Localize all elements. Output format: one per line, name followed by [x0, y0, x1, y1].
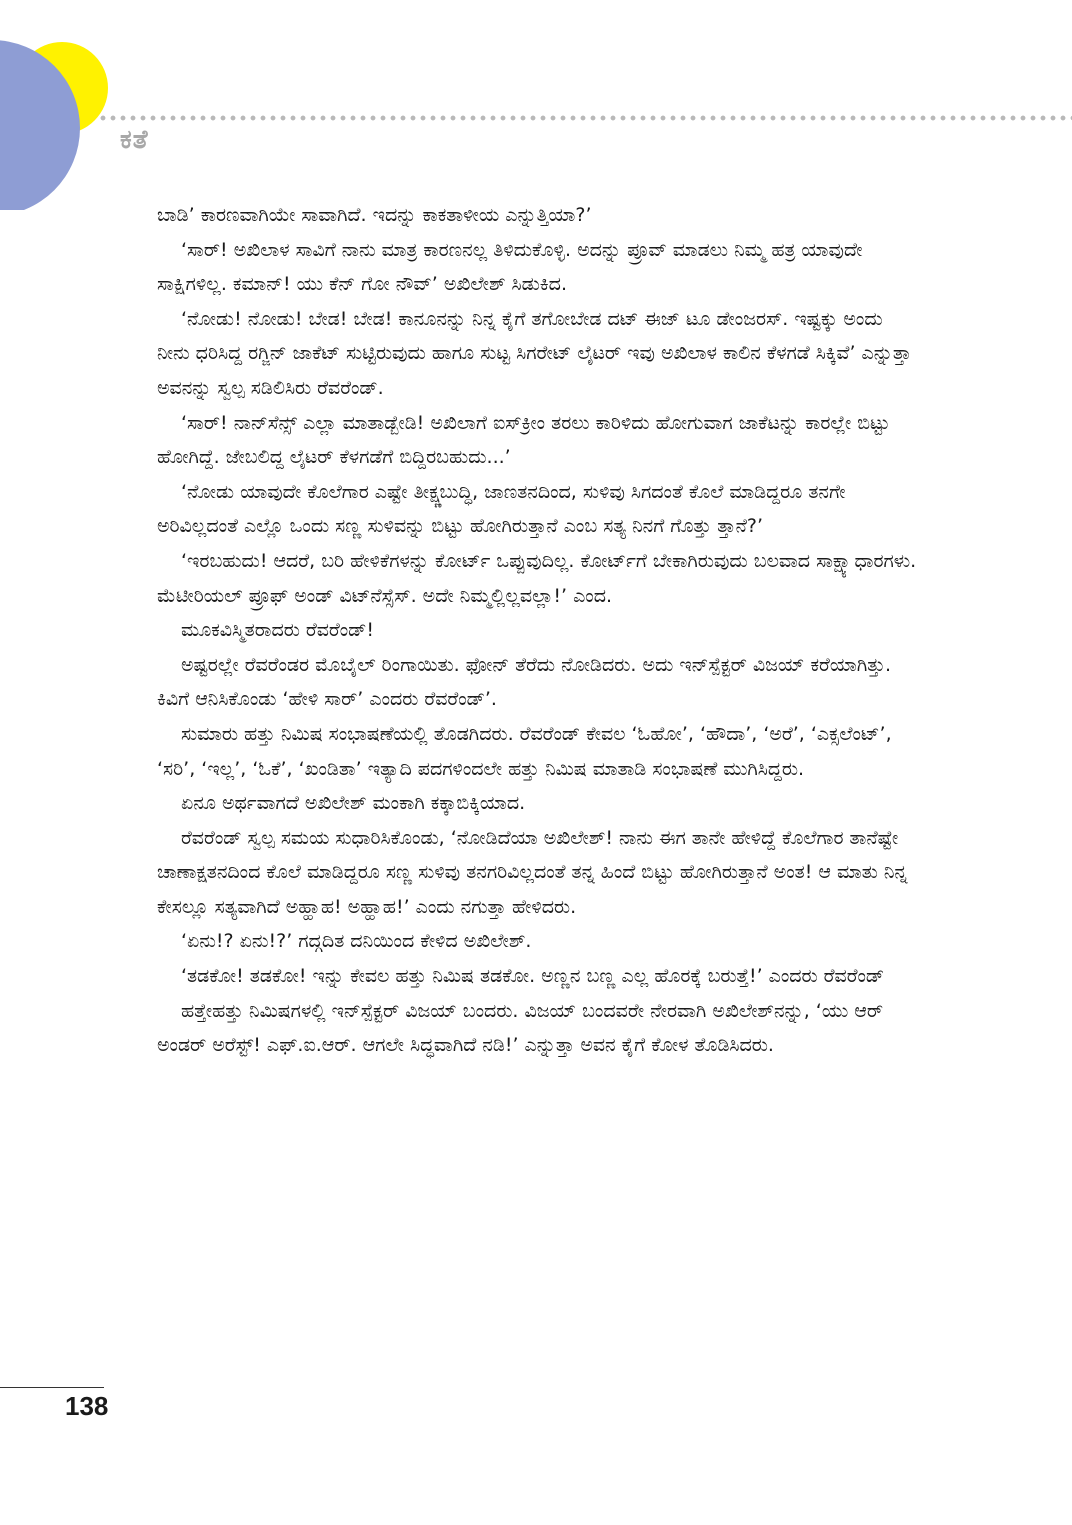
footer-rule [0, 1387, 104, 1388]
paragraph: ಅಷ್ಟರಲ್ಲೇ ರೆವರೆಂಡರ ಮೊಬೈಲ್ ರಿಂಗಾಯಿತು. ಫೋನ್ ತೆರೆದು ನೋಡಿದರು. ಅದು ಇನ್‌ಸ್ಪೆಕ್ಟರ್ ವಿಜಯ್ ಕರೆಯಾಗಿತ್ತು. ಕಿವಿಗೆ ಆನಿಸಿಕೊಂಡು ‘ಹೇಳಿ ಸಾರ್’ ಎಂದರು ರೆವರೆಂಡ್’. [157, 653, 892, 711]
decorative-circles [0, 0, 130, 210]
page-number: 138 [65, 1391, 109, 1421]
paragraph: ರೆವರೆಂಡ್ ಸ್ವಲ್ಪ ಸಮಯ ಸುಧಾರಿಸಿಕೊಂಡು, ‘ನೋಡಿದೆಯಾ ಅಖಿಲೇಶ್! ನಾನು ಈಗ ತಾನೇ ಹೇಳಿದ್ದೆ ಕೊಲೆಗಾರ ತಾನೆಷ್ಟೇ ಚಾಣಾಕ್ಷತನದಿಂದ ಕೊಲೆ ಮಾಡಿದ್ದರೂ ಸಣ್ಣ ಸುಳಿವು ತನಗರಿವಿಲ್ಲದಂತೆ ತನ್ನ ಹಿಂದೆ ಬಿಟ್ಟು ಹೋಗಿರುತ್ತಾನೆ ಅಂತ! ಆ ಮಾತು ನಿನ್ನ ಕೇಸಲ್ಲೂ ಸತ್ಯವಾಗಿದೆ ಅಹ್ಹಾಹ! ಅಹ್ಹಾಹ!’ ಎಂದು ನಗುತ್ತಾ ಹೇಳಿದರು. [157, 826, 908, 918]
paragraph: ‘ನೋಡು ಯಾವುದೇ ಕೊಲೆಗಾರ ಎಷ್ಟೇ ತೀಕ್ಷ್ಣಬುದ್ಧಿ, ಜಾಣತನದಿಂದ, ಸುಳಿವು ಸಿಗದಂತೆ ಕೊಲೆ ಮಾಡಿದ್ದರೂ ತನಗೇ ಅರಿವಿಲ್ಲದಂತೆ ಎಲ್ಲೊ ಒಂದು ಸಣ್ಣ ಸುಳಿವನ್ನು ಬಿಟ್ಟು ಹೋಗಿರುತ್ತಾನೆ ಎಂಬ ಸತ್ಯ ನಿನಗೆ ಗೊತ್ತು ತ್ತಾನೆ?’ [157, 480, 846, 538]
paragraph: ಸುಮಾರು ಹತ್ತು ನಿಮಿಷ ಸಂಭಾಷಣೆಯಲ್ಲಿ ತೊಡಗಿದರು. ರೆವರೆಂಡ್ ಕೇವಲ ‘ಓಹೋ’, ‘ಹೌದಾ’, ‘ಅರೆ’, ‘ಎಕ್ಸಲೆಂಟ್’, ‘ಸರಿ’, ‘ಇಲ್ಲ’, ‘ಓಕೆ’, ‘ಖಂಡಿತಾ’ ಇತ್ಯಾದಿ ಪದಗಳಿಂದಲೇ ಹತ್ತು ನಿಮಿಷ ಮಾತಾಡಿ ಸಂಭಾಷಣೆ ಮುಗಿಸಿದ್ದರು. [157, 722, 892, 780]
paragraph: ಹತ್ತೇಹತ್ತು ನಿಮಿಷಗಳಲ್ಲಿ ಇನ್‌ಸ್ಪೆಕ್ಟರ್ ವಿಜಯ್ ಬಂದರು. ವಿಜಯ್ ಬಂದವರೇ ನೇರವಾಗಿ ಅಖಿಲೇಶ್‌ನನ್ನು, ‘ಯು ಆರ್ ಅಂಡರ್ ಅರೆಸ್ಟ್! ಎಫ್.ಐ.ಆರ್. ಆಗಲೇ ಸಿದ್ಧವಾಗಿದೆ ನಡಿ!’ ಎನ್ನುತ್ತಾ ಅವನ ಕೈಗೆ ಕೋಳ ತೊಡಿಸಿದರು. [157, 999, 884, 1057]
paragraph: ‘ಸಾರ್! ಅಖಿಲಾಳ ಸಾವಿಗೆ ನಾನು ಮಾತ್ರ ಕಾರಣನಲ್ಲ ತಿಳಿದುಕೊಳ್ಳಿ. ಅದನ್ನು ಪ್ರೂವ್ ಮಾಡಲು ನಿಮ್ಮ ಹತ್ರ ಯಾವುದೇ ಸಾಕ್ಷಿಗಳಿಲ್ಲ. ಕಮಾನ್! ಯು ಕೆನ್ ಗೋ ನೌವ್’ ಅಖಿಲೇಶ್ ಸಿಡುಕಿದ. [157, 238, 863, 296]
paragraph: ಮೂಕವಿಸ್ಮಿತರಾದರು ರೆವರೆಂಡ್! [181, 619, 375, 642]
paragraph: ಏನೂ ಅರ್ಥವಾಗದೆ ಅಖಿಲೇಶ್ ಮಂಕಾಗಿ ಕಕ್ಕಾಬಿಕ್ಕಿಯಾದ. [181, 792, 526, 815]
dotted-header-rule [98, 115, 1072, 121]
section-label: ಕತೆ [120, 125, 149, 155]
paragraph: ‘ಇರಬಹುದು! ಆದರೆ, ಬರಿ ಹೇಳಿಕೆಗಳನ್ನು ಕೋರ್ಟ್ ಒಪ್ಪುವುದಿಲ್ಲ. ಕೋರ್ಟ್‌ಗೆ ಬೇಕಾಗಿರುವುದು ಬಲವಾದ ಸಾಕ್ಷ್ಯಾಧಾರಗಳು. ಮೆಟೀರಿಯಲ್ ಪ್ರೂಫ್ ಅಂಡ್ ವಿಟ್‌ನೆಸ್ಸೆಸ್. ಅದೇ ನಿಮ್ಮಲ್ಲಿಲ್ಲವಲ್ಲಾ!’ ಎಂದ. [157, 549, 917, 607]
story-body [157, 198, 917, 1063]
paragraph: ‘ಏನು!? ಏನು!?’ ಗದ್ಗದಿತ ದನಿಯಿಂದ ಕೇಳಿದ ಅಖಿಲೇಶ್. [181, 930, 532, 953]
paragraph: ‘ಸಾರ್! ನಾನ್‌ಸೆನ್ಸ್ ಎಲ್ಲಾ ಮಾತಾಡ್ಬೇಡಿ! ಅಖಿಲಾಗೆ ಐಸ್‌ಕ್ರೀಂ ತರಲು ಕಾರಿಳಿದು ಹೋಗುವಾಗ ಜಾಕೆಟನ್ನು ಕಾರಲ್ಲೇ ಬಿಟ್ಟು ಹೋಗಿದ್ದೆ. ಜೇಬಲಿದ್ದ ಲೈಟರ್ ಕೆಳಗಡೆಗೆ ಬಿದ್ದಿರಬಹುದು...’ [157, 411, 890, 469]
paragraph: ‘ನೋಡು! ನೋಡು! ಬೇಡ! ಬೇಡ! ಕಾನೂನನ್ನು ನಿನ್ನ ಕೈಗೆ ತಗೋಬೇಡ ದಟ್ ಈಜ್ ಟೂ ಡೇಂಜರಸ್. ಇಷ್ಟಕ್ಕು ಅಂದು ನೀನು ಧರಿಸಿದ್ದ ರಗ್ಜಿನ್ ಜಾಕೆಟ್ ಸುಟ್ಟಿರುವುದು ಹಾಗೂ ಸುಟ್ಟ ಸಿಗರೇಟ್ ಲೈಟರ್ ಇವು ಅಖಿಲಾಳ ಕಾಲಿನ ಕೆಳಗಡೆ ಸಿಕ್ಕಿವೆ’ ಎನ್ನುತ್ತಾ ಅವನನ್ನು ಸ್ವಲ್ಪ ಸಡಿಲಿಸಿರು ರೆವರೆಂಡ್. [157, 307, 912, 399]
paragraph: ಬಾಡಿ’ ಕಾರಣವಾಗಿಯೇ ಸಾವಾಗಿದೆ. ಇದನ್ನು ಕಾಕತಾಳೀಯ ಎನ್ನುತ್ತಿಯಾ?’ [157, 204, 592, 226]
paragraph: ‘ತಡಕೋ! ತಡಕೋ! ಇನ್ನು ಕೇವಲ ಹತ್ತು ನಿಮಿಷ ತಡಕೋ. ಅಣ್ಣನ ಬಣ್ಣ ಎಲ್ಲ ಹೊರಕ್ಕೆ ಬರುತ್ತೆ!’ ಎಂದರು ರೆವರೆಂಡ್ [181, 965, 885, 988]
